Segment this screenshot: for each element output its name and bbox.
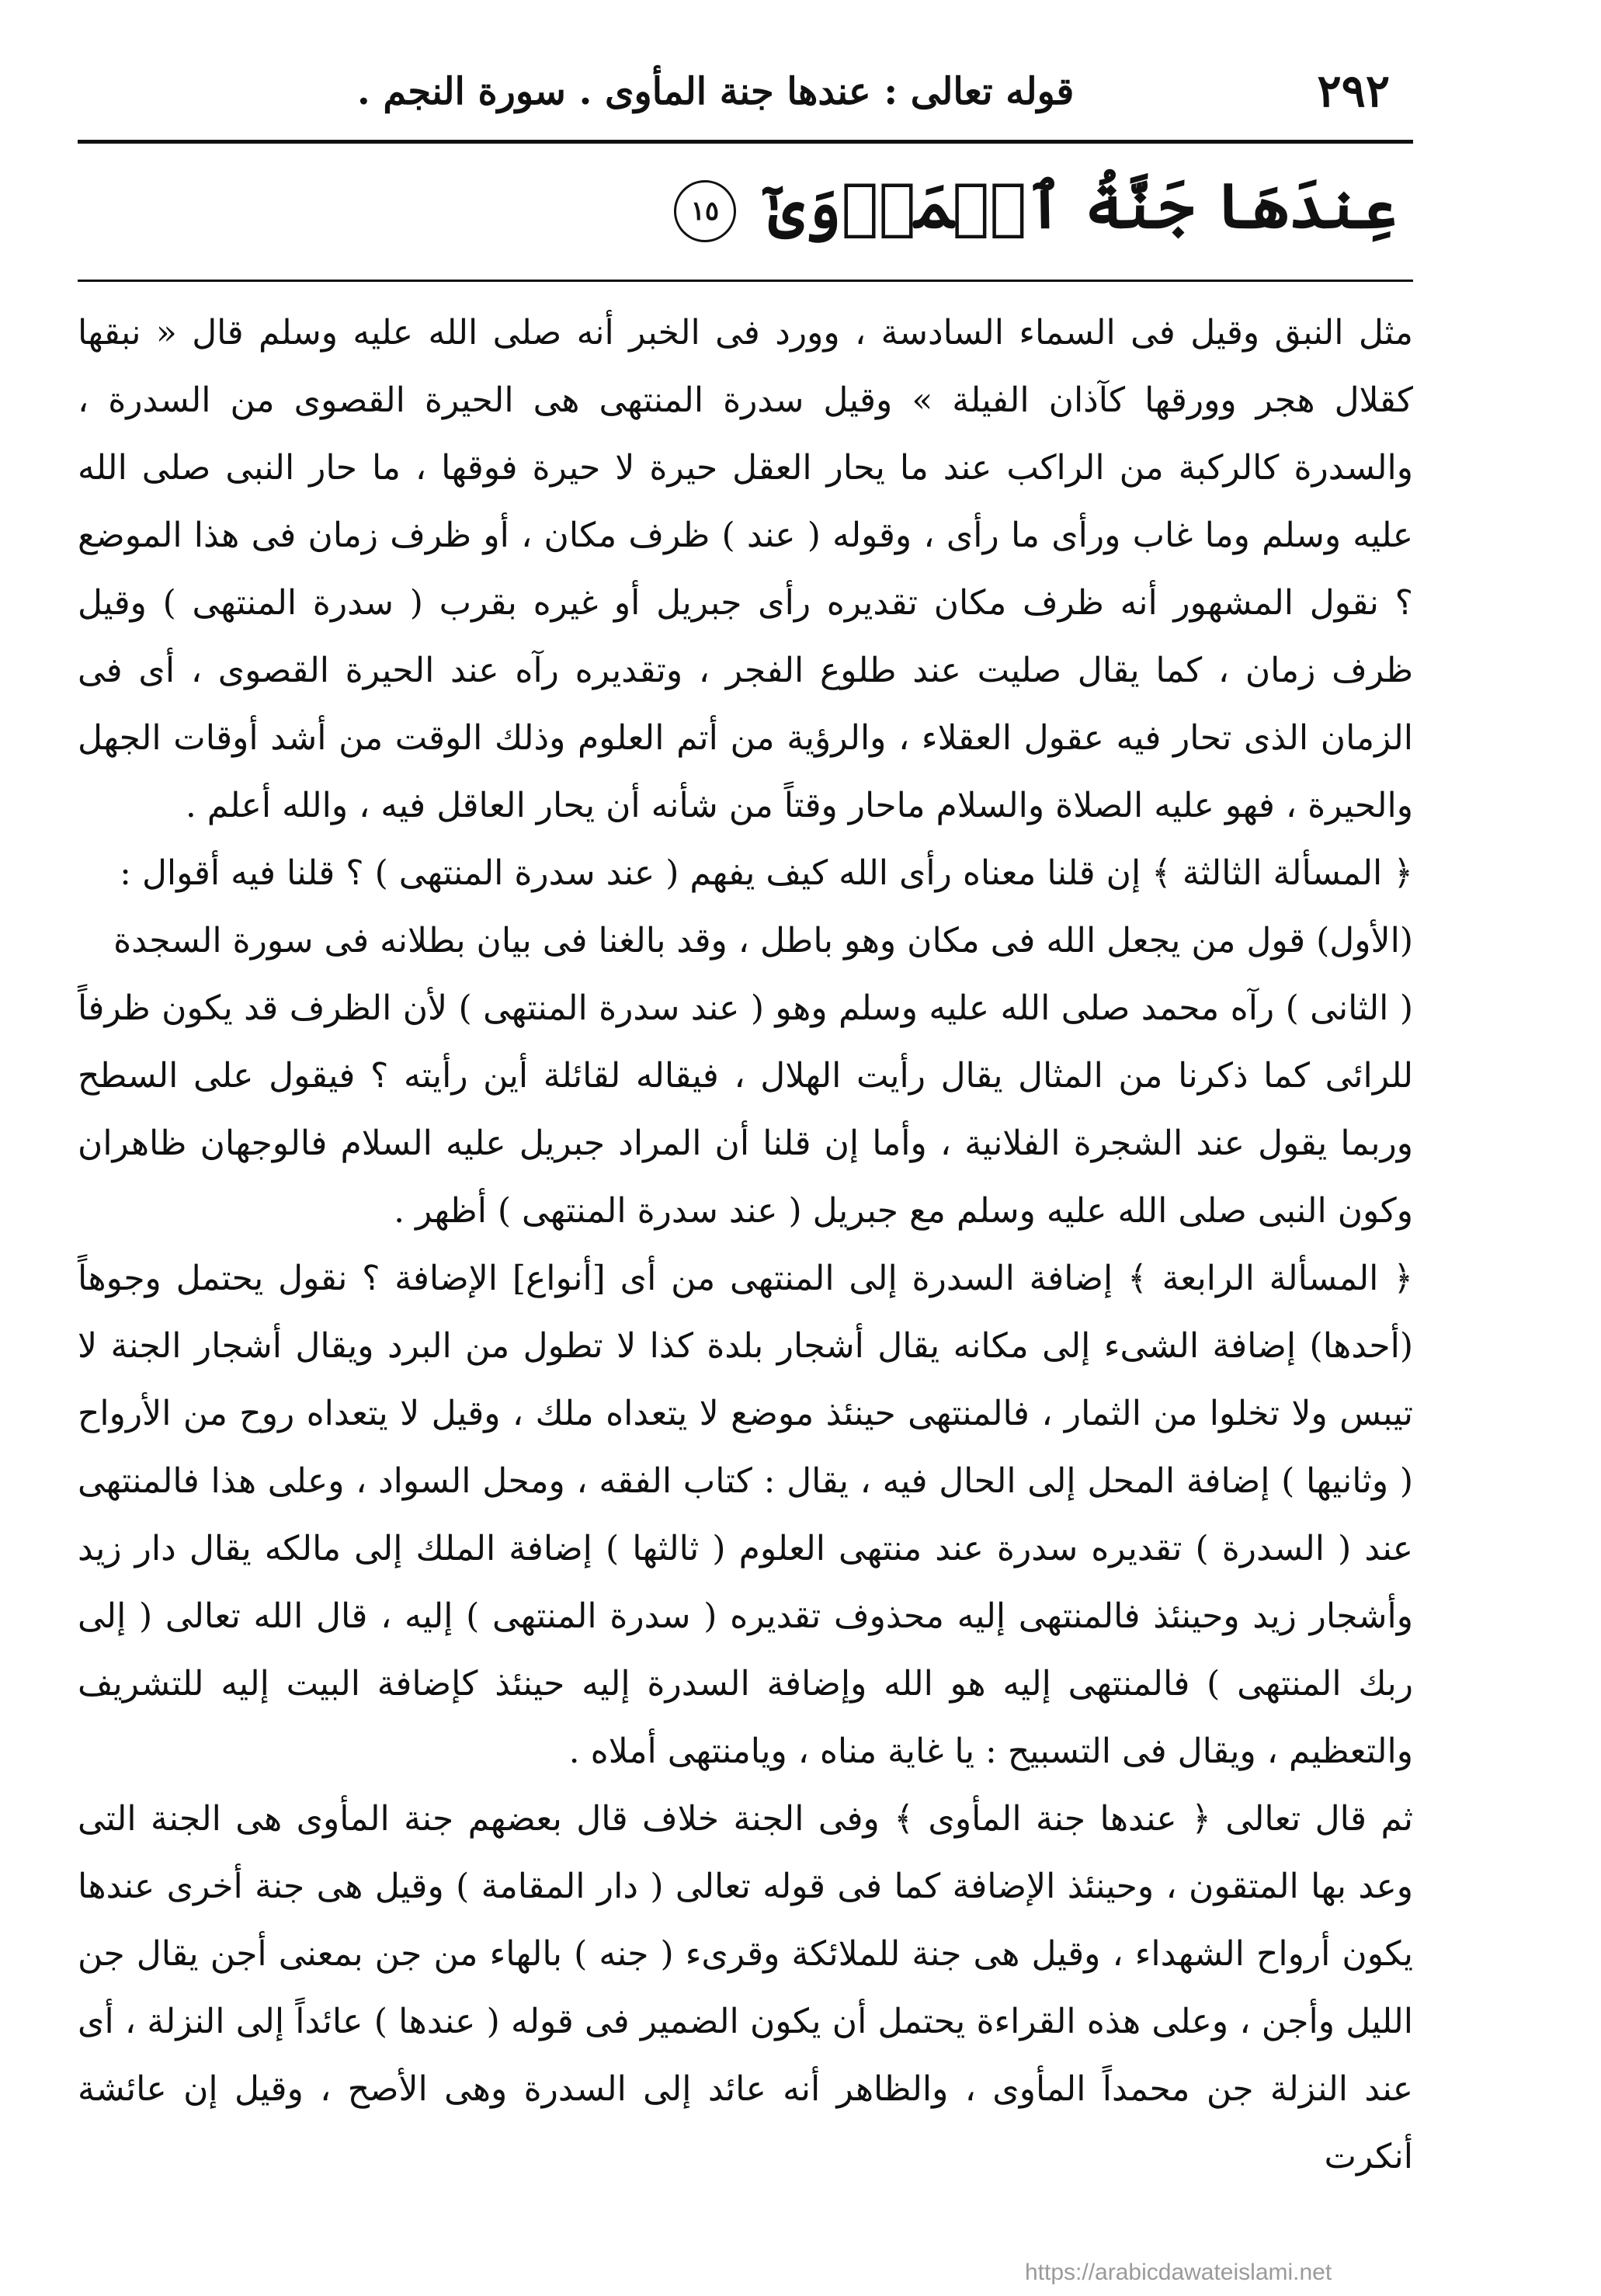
paragraph-first-opinion: (الأول) قول من يجعل الله فى مكان وهو باطل ، وقد بالغنا فى بيان بطلانه فى سورة السجدة (113, 921, 1413, 960)
page-number: ٢٩٢ (1317, 64, 1390, 117)
watermark-url: https://arabicdawateislami.net (1025, 2260, 1332, 2285)
verse-text: عِندَهَا جَنَّةُ ٱلۡمَأۡوَىٰٓ (768, 169, 1398, 242)
paragraph-second-opinion: ( الثانى ) رآه محمد صلى الله عليه وسلم وهو ( عند سدرة المنتهى ) لأن الظرف قد يكون ظرفاً للرائى كما ذكرنا من المثال يقال رأيت الهلال ، فيقاله لقائلة أين رأيته ؟ فيقول على السطح وربما يقول عند الشجرة الفلانية ، وأما إن قلنا أن المراد جبريل عليه السلام فالوجهان ظاهران وكون النبى صلى الله عليه وسلم مع جبريل ( عند سدرة المنتهى ) أظهر . (78, 988, 1413, 1231)
quran-verse (674, 168, 1398, 243)
running-header (78, 54, 1413, 144)
paragraph-third-question: ﴿ المسألة الثالثة ﴾ إن قلنا معناه رأى الله كيف يفهم ( عند سدرة المنتهى ) ؟ قلنا فيه أقوال : (120, 853, 1413, 893)
running-title: قوله تعالى : عندها جنة المأوى . سورة النجم . (357, 70, 1075, 113)
page (78, 54, 1413, 2275)
commentary-text (78, 299, 1413, 2190)
verse-number-badge: ١٥ (674, 180, 736, 242)
paragraph-fourth-question: ﴿ المسألة الرابعة ﴾ إضافة السدرة إلى المنتهى من أى [أنواع] الإضافة ؟ نقول يحتمل وجوهاً (أحدها) إضافة الشىء إلى مكانه يقال أشجار بلدة كذا لا تطول من البرد ويقال أشجار الجنة لا تيبس ولا تخلوا من الثمار ، فالمنتهى حينئذ موضع لا يتعداه ملك ، وقيل لا يتعداه روح من الأرواح ( وثانيها ) إضافة المحل إلى الحال فيه ، يقال : كتاب الفقه ، ومحل السواد ، وعلى هذا فالمنتهى عند ( السدرة ) تقديره سدرة عند منتهى العلوم ( ثالثها ) إضافة الملك إلى مالكه يقال دار زيد وأشجار زيد وحينئذ فالمنتهى إليه محذوف تقديره ( سدرة المنتهى ) إليه ، قال الله تعالى ( إلى ربك المنتهى ) فالمنتهى إليه هو الله وإضافة السدرة إليه حينئذ كإضافة البيت إليه للتشريف والتعظيم ، ويقال فى التسبيح : يا غاية مناه ، ويامنتهى أملاه . (78, 1259, 1413, 1771)
quran-verse-block (78, 144, 1413, 282)
paragraph-jannat-al-mawa: ثم قال تعالى ﴿ عندها جنة المأوى ﴾ وفى الجنة خلاف قال بعضهم جنة المأوى هى الجنة التى وعد بها المتقون ، وحينئذ الإضافة كما فى قوله تعالى ( دار المقامة ) وقيل هى جنة أخرى عندها يكون أرواح الشهداء ، وقيل هى جنة للملائكة وقرىء ( جنه ) بالهاء من جن بمعنى أجن يقال جن الليل وأجن ، وعلى هذه القراءة يحتمل أن يكون الضمير فى قوله ( عندها ) عائداً إلى النزلة ، أى عند النزلة جن محمداً المأوى ، والظاهر أنه عائد إلى السدرة وهى الأصح ، وقيل إن عائشة أنكرت (78, 1799, 1413, 2176)
paragraph-sidra-description: مثل النبق وقيل فى السماء السادسة ، وورد فى الخبر أنه صلى الله عليه وسلم قال « نبقها كقلال هجر وورقها كآذان الفيلة » وقيل سدرة المنتهى هى الحيرة القصوى من السدرة ، والسدرة كالركبة من الراكب عند ما يحار العقل حيرة لا حيرة فوقها ، ما حار النبى صلى الله عليه وسلم وما غاب ورأى ما رأى ، وقوله ( عند ) ظرف مكان ، أو ظرف زمان فى هذا الموضع ؟ نقول المشهور أنه ظرف مكان تقديره رأى جبريل أو غيره بقرب ( سدرة المنتهى ) وقيل ظرف زمان ، كما يقال صليت عند طلوع الفجر ، وتقديره رآه عند الحيرة القصوى ، أى فى الزمان الذى تحار فيه عقول العقلاء ، والرؤية من أتم العلوم وذلك الوقت من أشد أوقات الجهل والحيرة ، فهو عليه الصلاة والسلام ماحار وقتاً من شأنه أن يحار العاقل فيه ، والله أعلم . (78, 313, 1413, 825)
